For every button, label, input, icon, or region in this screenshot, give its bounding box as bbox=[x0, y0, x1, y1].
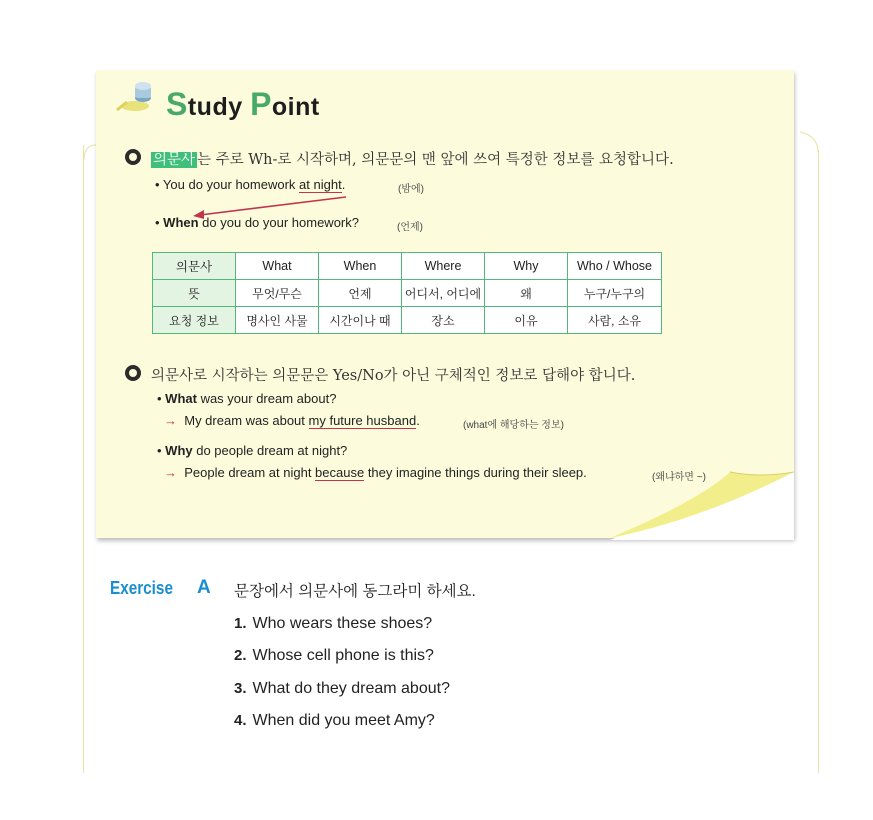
table-cell: 명사인 사물 bbox=[236, 307, 319, 334]
example2: • When do you do your homework? bbox=[155, 215, 359, 230]
table-cell: 누구/누구의 bbox=[568, 280, 662, 307]
table-cell: 무엇/무슨 bbox=[236, 280, 319, 307]
table-cell: 언제 bbox=[319, 280, 402, 307]
exercise-question: 1. Who wears these shoes? bbox=[234, 615, 433, 632]
table-cell: 시간이나 때 bbox=[319, 307, 402, 334]
table-cell: Who / Whose bbox=[568, 253, 662, 280]
example2-note: (언제) bbox=[397, 222, 423, 233]
answer1: → My dream was about my future husband. bbox=[164, 413, 420, 428]
table-cell: 장소 bbox=[402, 307, 485, 334]
study-point-title: Study Point bbox=[166, 86, 320, 122]
exercise-question: 2. Whose cell phone is this? bbox=[234, 647, 434, 664]
exercise-question: 3. What do they dream about? bbox=[234, 680, 450, 697]
exercise-label: Exercise bbox=[110, 578, 173, 598]
table-cell: 사람, 소유 bbox=[568, 307, 662, 334]
point1-text: 의문사 는 주로 Wh-로 시작하며, 의문문의 맨 앞에 쓰여 특정한 정보를 요청합니다. bbox=[153, 152, 674, 168]
table-row bbox=[153, 280, 662, 307]
example1-note: (밤에) bbox=[398, 184, 424, 195]
exercise-question: 4. When did you meet Amy? bbox=[234, 712, 435, 729]
flower-bullet-icon bbox=[124, 364, 142, 382]
table-cell: 어디서, 어디에 bbox=[402, 280, 485, 307]
example1: • You do your homework at night. bbox=[155, 177, 346, 192]
answer2-note: (왜냐하면 ~) bbox=[652, 472, 706, 483]
table-cell: 왜 bbox=[485, 280, 568, 307]
arrow-icon: → bbox=[164, 413, 177, 428]
table-cell: What bbox=[236, 253, 319, 280]
answer2: → People dream at night because they imagine things during their sleep. bbox=[164, 465, 587, 480]
table-cell: When bbox=[319, 253, 402, 280]
question-word-highlight: 의문사 bbox=[153, 152, 196, 168]
table-cell: 의문사 bbox=[153, 253, 236, 280]
exercise-letter: A bbox=[197, 577, 211, 598]
answer1-note: (what에 해당하는 정보) bbox=[463, 420, 564, 431]
table-header-row bbox=[153, 253, 662, 280]
table-cell: 뜻 bbox=[153, 280, 236, 307]
question2: • Why do people dream at night? bbox=[157, 443, 348, 458]
question1: • What was your dream about? bbox=[157, 391, 337, 406]
exercise-instruction: 문장에서 의문사에 동그라미 하세요. bbox=[234, 583, 476, 600]
table-cell: Where bbox=[402, 253, 485, 280]
table-cell: 이유 bbox=[485, 307, 568, 334]
arrow-icon: → bbox=[164, 465, 177, 480]
table-cell: 요청 정보 bbox=[153, 307, 236, 334]
question-word-table bbox=[152, 252, 662, 334]
table-cell: Why bbox=[485, 253, 568, 280]
table-row bbox=[153, 307, 662, 334]
point2-text: 의문사로 시작하는 의문문은 Yes/No가 아닌 구체적인 정보로 답해야 합니다. bbox=[151, 368, 636, 384]
